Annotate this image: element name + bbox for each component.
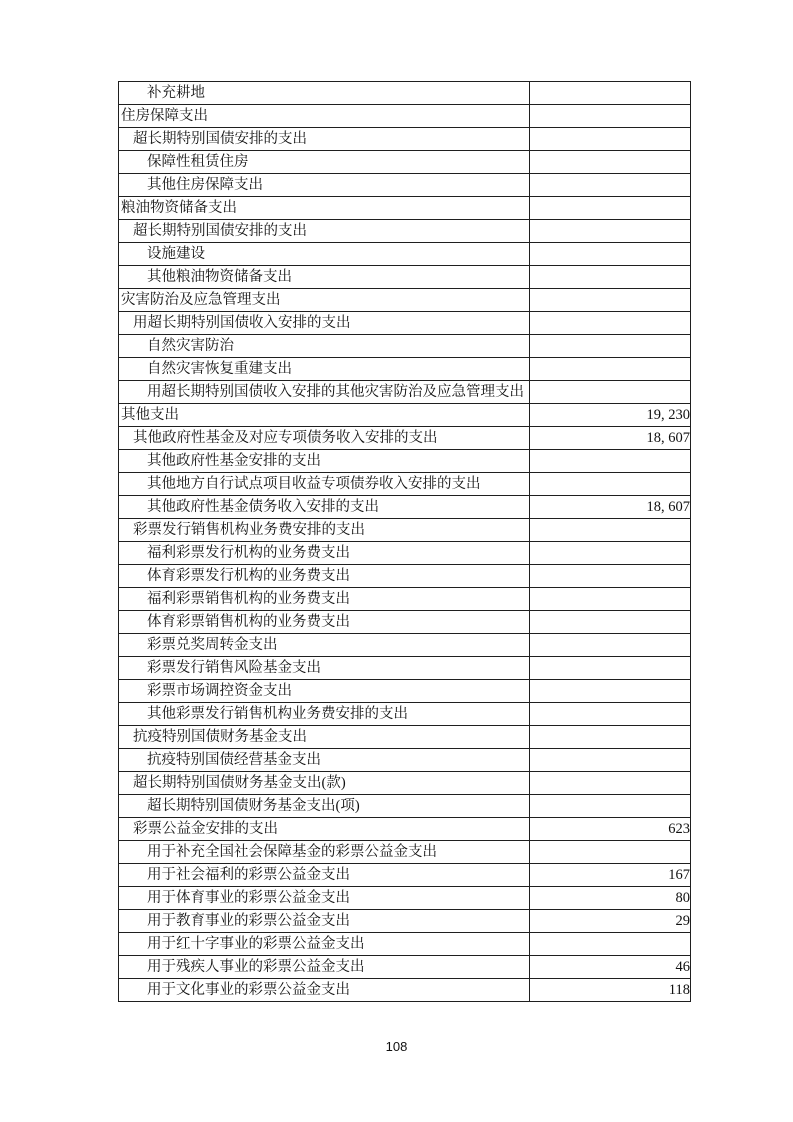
table-row xyxy=(119,565,691,588)
item-value-cell: 46 xyxy=(530,956,691,979)
item-value-cell: 80 xyxy=(530,887,691,910)
item-label-cell: 其他政府性基金安排的支出 xyxy=(119,450,530,473)
item-value-cell xyxy=(530,473,691,496)
item-label-cell: 彩票发行销售风险基金支出 xyxy=(119,657,530,680)
item-value-cell: 19, 230 xyxy=(530,404,691,427)
item-value-cell xyxy=(530,266,691,289)
item-label-cell: 彩票公益金安排的支出 xyxy=(119,818,530,841)
item-label-cell: 其他支出 xyxy=(119,404,530,427)
item-value-cell xyxy=(530,381,691,404)
table-row xyxy=(119,749,691,772)
table-row xyxy=(119,381,691,404)
item-label-cell: 抗疫特别国债财务基金支出 xyxy=(119,726,530,749)
item-label-cell: 用于教育事业的彩票公益金支出 xyxy=(119,910,530,933)
table-row xyxy=(119,703,691,726)
table-row xyxy=(119,634,691,657)
item-label-cell: 设施建设 xyxy=(119,243,530,266)
table-row xyxy=(119,910,691,933)
table-row xyxy=(119,611,691,634)
table-row xyxy=(119,358,691,381)
table-row xyxy=(119,933,691,956)
table-row xyxy=(119,680,691,703)
item-label-cell: 灾害防治及应急管理支出 xyxy=(119,289,530,312)
item-label-cell: 住房保障支出 xyxy=(119,105,530,128)
item-label-cell: 其他彩票发行销售机构业务费安排的支出 xyxy=(119,703,530,726)
item-value-cell: 29 xyxy=(530,910,691,933)
item-value-cell xyxy=(530,358,691,381)
item-label-cell: 粮油物资储备支出 xyxy=(119,197,530,220)
table-row xyxy=(119,887,691,910)
item-label-cell: 体育彩票发行机构的业务费支出 xyxy=(119,565,530,588)
item-value-cell: 118 xyxy=(530,979,691,1002)
table-row xyxy=(119,427,691,450)
table-row xyxy=(119,289,691,312)
table-row xyxy=(119,473,691,496)
table-row xyxy=(119,220,691,243)
item-label-cell: 超长期特别国债安排的支出 xyxy=(119,128,530,151)
item-value-cell xyxy=(530,220,691,243)
item-label-cell: 彩票兑奖周转金支出 xyxy=(119,634,530,657)
item-value-cell xyxy=(530,841,691,864)
item-value-cell: 18, 607 xyxy=(530,496,691,519)
table-row xyxy=(119,795,691,818)
item-label-cell: 其他地方自行试点项目收益专项债券收入安排的支出 xyxy=(119,473,530,496)
table-row xyxy=(119,772,691,795)
item-value-cell xyxy=(530,703,691,726)
item-label-cell: 体育彩票销售机构的业务费支出 xyxy=(119,611,530,634)
item-label-cell: 超长期特别国债安排的支出 xyxy=(119,220,530,243)
item-value-cell xyxy=(530,680,691,703)
item-value-cell xyxy=(530,634,691,657)
table-row xyxy=(119,588,691,611)
item-label-cell: 彩票发行销售机构业务费安排的支出 xyxy=(119,519,530,542)
table-row xyxy=(119,542,691,565)
table-row xyxy=(119,151,691,174)
item-label-cell: 用于残疾人事业的彩票公益金支出 xyxy=(119,956,530,979)
item-value-cell xyxy=(530,335,691,358)
table-row xyxy=(119,519,691,542)
item-value-cell xyxy=(530,312,691,335)
table-row xyxy=(119,726,691,749)
item-value-cell xyxy=(530,82,691,105)
item-label-cell: 其他政府性基金债务收入安排的支出 xyxy=(119,496,530,519)
item-value-cell: 18, 607 xyxy=(530,427,691,450)
table-row xyxy=(119,657,691,680)
table-row xyxy=(119,105,691,128)
item-label-cell: 福利彩票销售机构的业务费支出 xyxy=(119,588,530,611)
table-row xyxy=(119,841,691,864)
item-label-cell: 用于社会福利的彩票公益金支出 xyxy=(119,864,530,887)
table-row xyxy=(119,82,691,105)
item-value-cell xyxy=(530,128,691,151)
item-label-cell: 抗疫特别国债经营基金支出 xyxy=(119,749,530,772)
item-label-cell: 超长期特别国债财务基金支出(款) xyxy=(119,772,530,795)
item-value-cell xyxy=(530,542,691,565)
item-value-cell: 167 xyxy=(530,864,691,887)
item-label-cell: 其他住房保障支出 xyxy=(119,174,530,197)
table-row xyxy=(119,450,691,473)
table-row xyxy=(119,404,691,427)
item-value-cell xyxy=(530,657,691,680)
item-label-cell: 补充耕地 xyxy=(119,82,530,105)
page-number: 108 xyxy=(385,1039,408,1054)
budget-table-body xyxy=(119,82,691,1002)
item-label-cell: 保障性租赁住房 xyxy=(119,151,530,174)
item-value-cell xyxy=(530,795,691,818)
table-row xyxy=(119,312,691,335)
item-label-cell: 用于文化事业的彩票公益金支出 xyxy=(119,979,530,1002)
item-value-cell xyxy=(530,933,691,956)
table-row xyxy=(119,956,691,979)
item-label-cell: 自然灾害恢复重建支出 xyxy=(119,358,530,381)
item-label-cell: 自然灾害防治 xyxy=(119,335,530,358)
item-value-cell xyxy=(530,174,691,197)
item-label-cell: 用于体育事业的彩票公益金支出 xyxy=(119,887,530,910)
item-value-cell xyxy=(530,197,691,220)
item-value-cell xyxy=(530,565,691,588)
item-label-cell: 超长期特别国债财务基金支出(项) xyxy=(119,795,530,818)
item-value-cell xyxy=(530,772,691,795)
item-label-cell: 福利彩票发行机构的业务费支出 xyxy=(119,542,530,565)
table-row xyxy=(119,197,691,220)
table-row xyxy=(119,335,691,358)
table-row xyxy=(119,174,691,197)
table-row xyxy=(119,266,691,289)
item-value-cell xyxy=(530,243,691,266)
item-value-cell xyxy=(530,726,691,749)
item-value-cell xyxy=(530,519,691,542)
item-value-cell xyxy=(530,588,691,611)
item-label-cell: 彩票市场调控资金支出 xyxy=(119,680,530,703)
item-label-cell: 用超长期特别国债收入安排的支出 xyxy=(119,312,530,335)
table-row xyxy=(119,864,691,887)
item-label-cell: 用于补充全国社会保障基金的彩票公益金支出 xyxy=(119,841,530,864)
item-value-cell: 623 xyxy=(530,818,691,841)
item-value-cell xyxy=(530,450,691,473)
budget-table xyxy=(118,81,691,1002)
table-row xyxy=(119,818,691,841)
item-label-cell: 用于红十字事业的彩票公益金支出 xyxy=(119,933,530,956)
item-value-cell xyxy=(530,289,691,312)
item-value-cell xyxy=(530,151,691,174)
item-label-cell: 用超长期特别国债收入安排的其他灾害防治及应急管理支出 xyxy=(119,381,530,404)
item-label-cell: 其他政府性基金及对应专项债务收入安排的支出 xyxy=(119,427,530,450)
item-value-cell xyxy=(530,611,691,634)
table-row xyxy=(119,979,691,1002)
table-row xyxy=(119,243,691,266)
table-row xyxy=(119,128,691,151)
table-row xyxy=(119,496,691,519)
item-value-cell xyxy=(530,105,691,128)
item-value-cell xyxy=(530,749,691,772)
item-label-cell: 其他粮油物资储备支出 xyxy=(119,266,530,289)
